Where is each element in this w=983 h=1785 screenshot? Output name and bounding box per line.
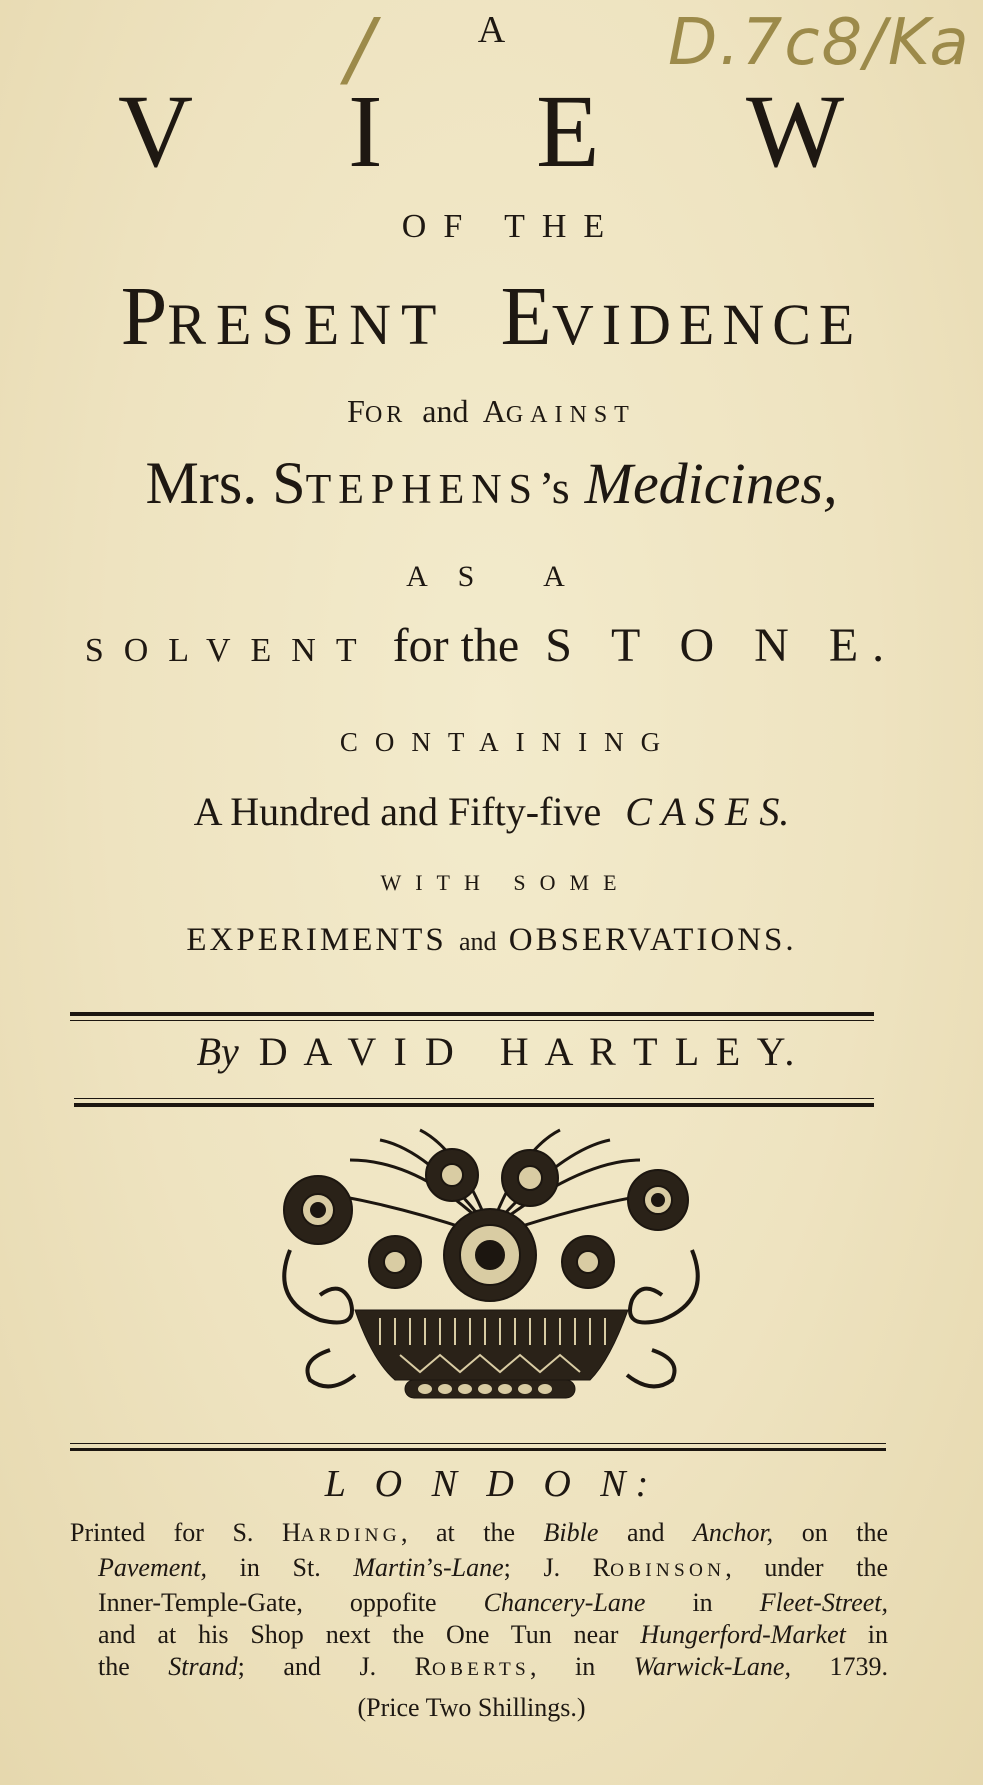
flower bbox=[628, 1170, 688, 1230]
imprint-run: Lane bbox=[451, 1553, 504, 1582]
title-article: A bbox=[477, 9, 506, 51]
imprint-run: ; and J. R bbox=[237, 1652, 432, 1681]
rule-imprint-thin bbox=[70, 1443, 886, 1444]
title-as-a: A S A bbox=[406, 560, 577, 593]
imprint-city: L O N D O N: bbox=[324, 1463, 659, 1505]
price: (Price Two Shillings.) bbox=[357, 1693, 586, 1722]
imprint-run: , in bbox=[529, 1652, 634, 1681]
manuscript-mark-left: / bbox=[346, 2, 374, 97]
title-solvent-for-the-stone: SOLVENT for the S T O N E. bbox=[84, 619, 899, 672]
title-mrs-stephens-medicines: Mrs. STEPHENS’s Medicines, bbox=[145, 450, 838, 516]
flower bbox=[444, 1209, 536, 1301]
with-some: WITH SOME bbox=[380, 870, 631, 895]
imprint-run: Anchor, bbox=[693, 1518, 774, 1547]
view-letter: I bbox=[348, 74, 383, 189]
imprint-run: Martin bbox=[353, 1553, 426, 1582]
imprint-run: in bbox=[645, 1588, 760, 1617]
imprint-line bbox=[70, 1517, 888, 1552]
imprint-run: Chancery-Lane bbox=[483, 1588, 646, 1617]
imprint-line bbox=[70, 1619, 888, 1651]
imprint-line bbox=[70, 1587, 888, 1619]
imprint-run: ; J. R bbox=[503, 1553, 611, 1582]
manuscript-shelfmark: D.7c8/Ka bbox=[668, 6, 971, 80]
imprint-run: OBINSON bbox=[610, 1560, 726, 1581]
imprint-run: , under the bbox=[725, 1553, 888, 1582]
view-letter: E bbox=[536, 74, 600, 189]
imprint-run: and bbox=[598, 1518, 694, 1547]
title-present-evidence: PRESENT EVIDENCE bbox=[120, 270, 863, 363]
title-for-and-against: FOR and AGAINST bbox=[347, 393, 636, 429]
flower bbox=[426, 1149, 478, 1201]
containing: CONTAINING bbox=[339, 727, 678, 757]
imprint-run: Bible bbox=[543, 1518, 599, 1547]
imprint-line bbox=[70, 1651, 888, 1686]
experiments-and-observations: EXPERIMENTS and OBSERVATIONS. bbox=[186, 922, 797, 958]
imprint-run: in bbox=[845, 1620, 889, 1649]
imprint-run: in St. bbox=[207, 1553, 354, 1582]
imprint-run: H bbox=[281, 1518, 301, 1547]
view-letter: V bbox=[118, 74, 194, 189]
imprint-run: Warwick-Lane, bbox=[633, 1652, 791, 1681]
imprint-run: and at his Shop next the One Tun near bbox=[98, 1620, 641, 1649]
author-line: By D A V I D H A R T L E Y. bbox=[196, 1029, 799, 1074]
hundred-and-fifty-five-cases: A Hundred and Fifty-five C A S E S. bbox=[193, 789, 790, 834]
imprint-run: ARDING bbox=[300, 1525, 401, 1546]
imprint-run: Inner-Temple-Gate, oppofite bbox=[98, 1588, 484, 1617]
title-of-the: OF THE bbox=[401, 208, 622, 245]
imprint-run: Hungerford-Market bbox=[640, 1620, 846, 1649]
rule-imprint-thick bbox=[70, 1448, 886, 1451]
imprint-run: the bbox=[98, 1652, 169, 1681]
imprint-run: ’s- bbox=[425, 1553, 452, 1582]
flower bbox=[369, 1236, 421, 1288]
imprint-run: Pavement, bbox=[98, 1553, 208, 1582]
imprint-run: OBERTS bbox=[431, 1659, 530, 1680]
imprint-run: , at the bbox=[400, 1518, 544, 1547]
imprint-run: on the bbox=[773, 1518, 888, 1547]
flower bbox=[284, 1176, 352, 1244]
imprint-block bbox=[70, 1517, 888, 1686]
imprint-run: 1739. bbox=[790, 1652, 888, 1681]
imprint-run: Printed for S. bbox=[70, 1518, 282, 1547]
imprint-line bbox=[70, 1552, 888, 1587]
view-letter: W bbox=[746, 74, 845, 189]
imprint-run: Strand bbox=[168, 1652, 238, 1681]
imprint-run: Fleet-Street, bbox=[759, 1588, 888, 1617]
flower bbox=[562, 1236, 614, 1288]
flower bbox=[502, 1150, 558, 1206]
